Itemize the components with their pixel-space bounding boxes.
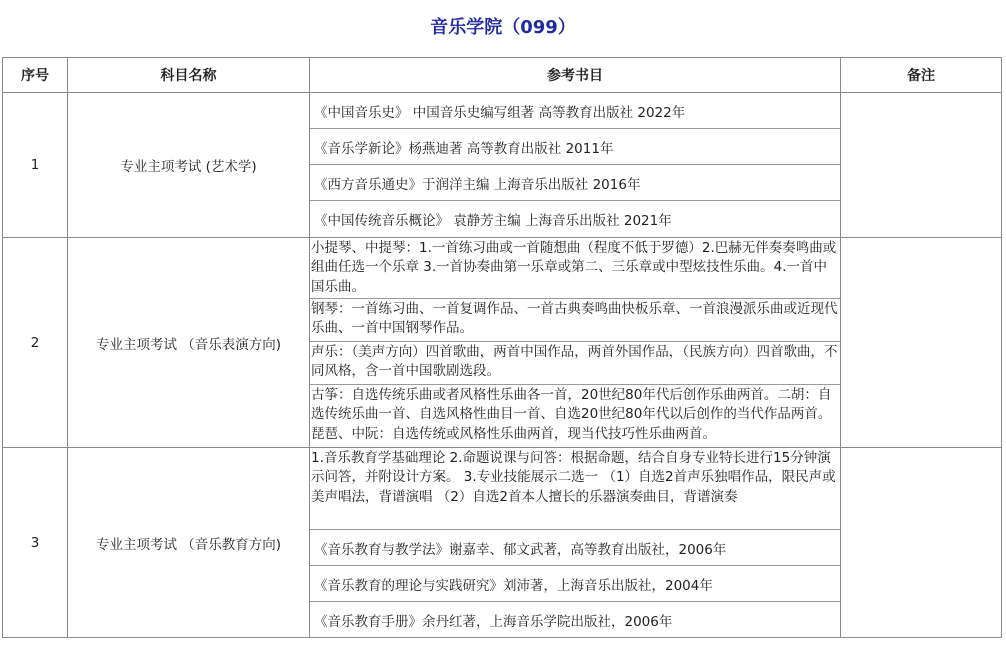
book-entry: 古筝：自选传统乐曲或者风格性乐曲各一首，20世纪80年代后创作乐曲两首。二胡：自选传统乐曲一首、自选风格性曲目一首、自选20世纪80年代以后创作的当代作品两首。琵琶、中阮：自选传统或风格性乐曲两首，现当代技巧性乐曲两首。: [311, 387, 832, 442]
reference-books-table: [2, 57, 1002, 638]
page-title: 音乐学院（099）: [430, 17, 576, 38]
book-list: [310, 238, 841, 448]
book-entry: 《西方音乐通史》于润洋主编 上海音乐出版社 2016年: [310, 165, 840, 201]
book-entry: 1.音乐教育学基础理论 2.命题说课与问答：根据命题，结合自身专业特长进行15分钟演示问答，并附设计方案。 3.专业技能展示二选一 （1）自选2首声乐独唱作品，限民声或美声唱法，背谱演唱 （2）自选2首本人擅长的乐器演奏曲目，背谱演奏: [310, 448, 840, 530]
table-header-row: [3, 58, 1002, 93]
subject-name: 专业主项考试 （音乐表演方向): [68, 238, 310, 448]
book-entry: 《音乐教育手册》余丹红著，上海音乐学院出版社，2006年: [314, 613, 673, 630]
book-entry: 《音乐教育与教学法》谢嘉幸、郁文武著，高等教育出版社，2006年: [310, 530, 840, 566]
table-row: [3, 448, 1002, 638]
book-entry: 《中国音乐史》 中国音乐史编写组著 高等教育出版社 2022年: [310, 93, 840, 129]
book-entry: 钢琴：一首练习曲、一首复调作品、一首古典奏鸣曲快板乐章、一首浪漫派乐曲或近现代乐曲、一首中国钢琴作品。: [310, 299, 840, 342]
row-number: 3: [3, 448, 68, 638]
table-row: [3, 238, 1002, 448]
book-list: [310, 93, 841, 238]
header-num: 序号: [3, 58, 68, 93]
header-notes: 备注: [841, 58, 1002, 93]
subject-name: 专业主项考试 （音乐教育方向): [68, 448, 310, 638]
header-subject: 科目名称: [68, 58, 310, 93]
subject-name: 专业主项考试 (艺术学): [68, 93, 310, 238]
notes-cell: [841, 238, 1002, 448]
header-books: 参考书目: [310, 58, 841, 93]
row-number: 1: [3, 93, 68, 238]
book-entry: 小提琴、中提琴：1.一首练习曲或一首随想曲（程度不低于罗德）2.巴赫无伴奏奏鸣曲或组曲任选一个乐章 3.一首协奏曲第一乐章或第二、三乐章或中型炫技性乐曲。4.一首中国乐曲。: [310, 238, 840, 299]
notes-cell: [841, 448, 1002, 638]
book-list: [310, 448, 841, 638]
notes-cell: [841, 93, 1002, 238]
book-entry: 声乐：（美声方向）四首歌曲，两首中国作品，两首外国作品，（民族方向）四首歌曲，不同风格，含一首中国歌剧选段。: [310, 342, 840, 385]
row-number: 2: [3, 238, 68, 448]
book-entry: 《音乐教育的理论与实践研究》刘沛著，上海音乐出版社，2004年: [310, 566, 840, 602]
book-entry: 《中国传统音乐概论》 袁静芳主编 上海音乐出版社 2021年: [314, 213, 672, 229]
book-entry: 《音乐学新论》杨燕迪著 高等教育出版社 2011年: [310, 129, 840, 165]
table-row: [3, 93, 1002, 238]
